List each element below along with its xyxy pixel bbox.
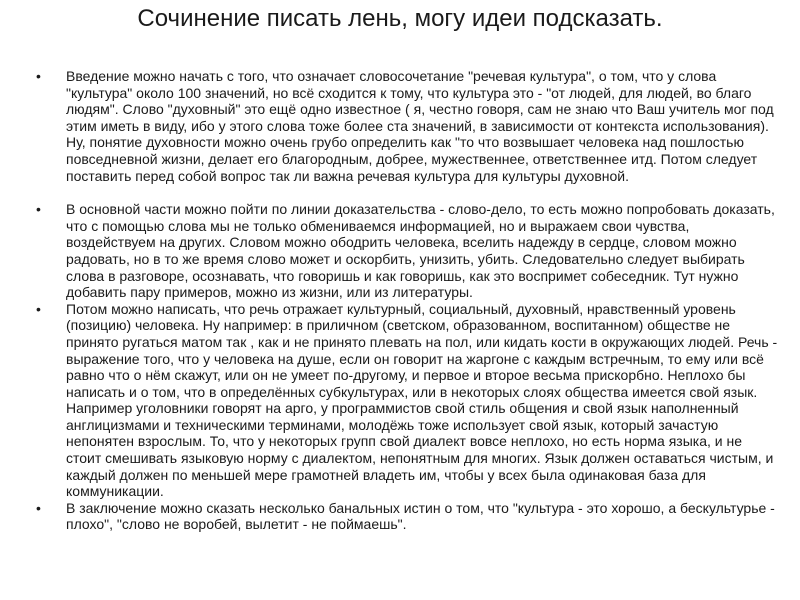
paragraph-text: Потом можно написать, что речь отражает культурный, социальный, духовный, нравственный уровень (позицию) человека. Ну например: в приличном (светском, образованном, воспитанном) обществе не принято ругаться матом так , как и не принято плевать на пол, или кидать кости в окружающих людей. Речь - выражение того, что у человека на душе, если он говорит на жаргоне с каждым встречным, то ему или всё равно что о нём скажут, или он не умеет по-другому, и первое и второе весьма прискорбно. Неплохо бы написать и о том, что в определённых субкультурах, или в некоторых слоях общества имеется свой язык. Например уголовники говорят на арго, у программистов свой стиль общения и свой язык наполненный англицизмами и техническими терминами, молодёжь тоже использует свой язык, который зачастую непонятен взрослым. То, что у некоторых групп свой диалект вовсе неплохо, но есть норма языка, и не стоит смешивать языковую норму с диалектом, непонятным для многих. Язык должен оставаться чистым, и каждый должен по меньшей мере грамотней владеть им, чтобы у всех была одинаковая база для коммуникации. [66,300,778,500]
paragraph-text: В заключение можно сказать несколько банальных истин о том, что "культура - это хорошо, а бескультурье - плохо", "слово не воробей, вылетит - не поймаешь". [66,499,775,533]
paragraph-main-part [36,201,780,301]
paragraph-introduction [36,68,780,184]
paragraph-text: Введение можно начать с того, что означает словосочетание "речевая культура", о том, что у слова "культура" около 100 значений, но всё сходится к тому, что культура это - "от людей, для людей, во благо людям". Слово "духовный" это ещё одно известное ( я, честно говоря, сам не знаю что Ваш учитель мог под этим иметь в виду, ибо у этого слова тоже более ста значений, в зависимости от контекста использования). Ну, понятие духовности можно очень грубо определить как "то что возвышает человека над пошлостью повседневной жизни, делает его благородным, добрее, мужественнее, ответственнее итд. Потом следует поставить перед собой вопрос так ли важна речевая культура для культуры духовной. [66,68,774,184]
paragraph-speech-culture [36,301,780,500]
slide-title: Сочинение писать лень, могу идеи подсказать. [137,5,663,32]
bullet-marker: • [36,300,41,317]
paragraph-conclusion [36,500,780,533]
slide-content [36,68,780,533]
bullet-marker: • [36,499,41,516]
bullet-list [36,68,780,533]
bullet-marker: • [36,201,41,218]
bullet-marker: • [36,68,41,84]
paragraph-text: В основной части можно пойти по линии доказательства - слово-дело, то есть можно попробовать доказать, что с помощью слова мы не только обмениваемся информацией, но и выражаем свои чувства, воздействуем на других. Словом можно ободрить человека, вселить надежду в сердце, словом можно радовать, но в то же время слово может и оскорбить, унизить, убить. Следовательно следует выбирать слова в разговоре, осознавать, что говоришь и как говоришь, как это воспримет собеседник. Тут нужно добавить пару примеров, можно из жизни, или из литературы. [66,201,775,301]
